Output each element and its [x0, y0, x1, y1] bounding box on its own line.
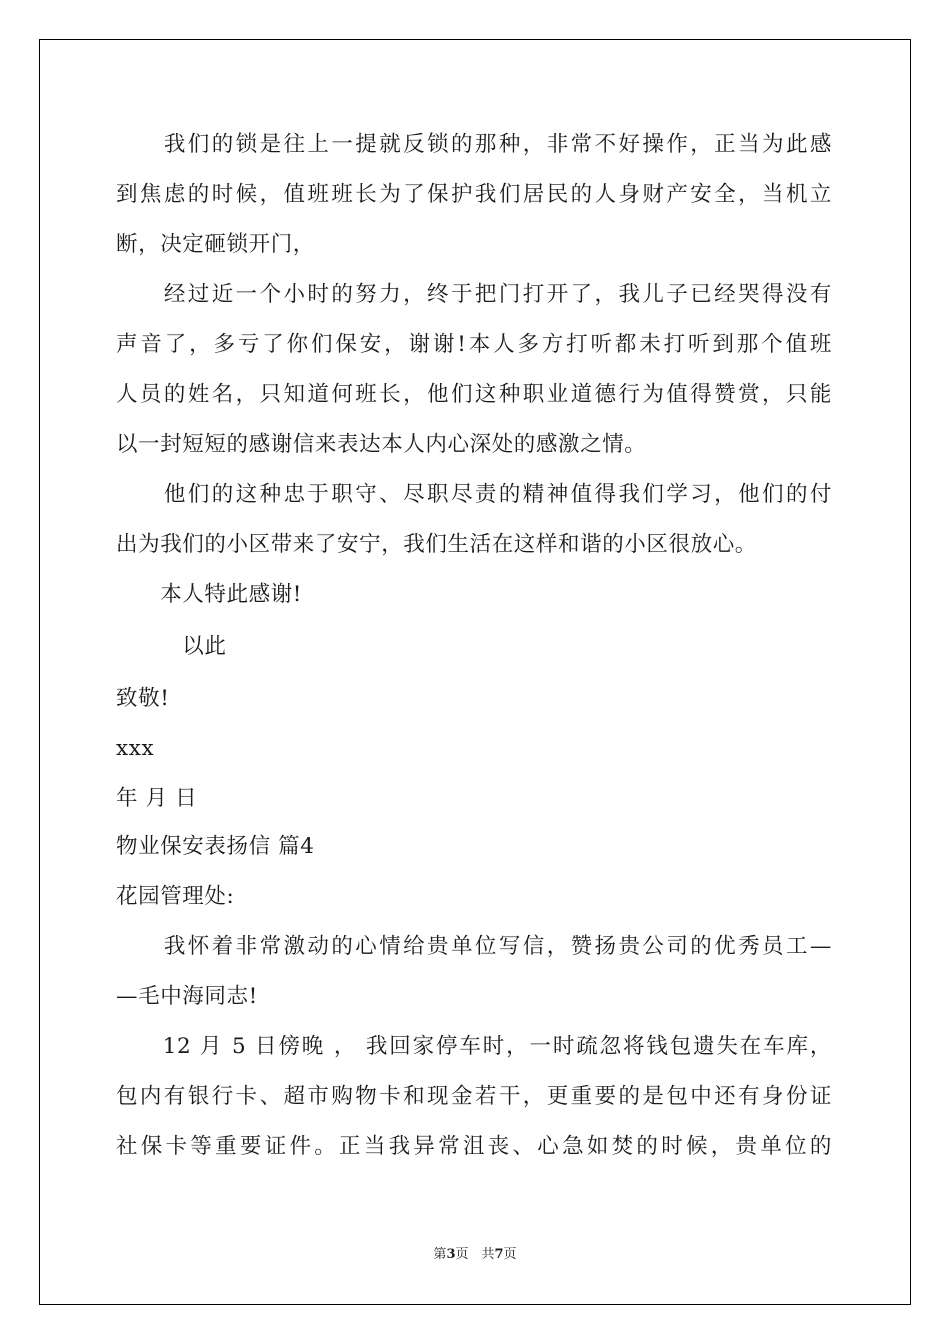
paragraph-line: 断，决定砸锁开门， — [116, 232, 315, 257]
paragraph-line: 包内有银行卡、超市购物卡和现金若干，更重要的是包中还有身份证 — [116, 1084, 832, 1109]
paragraph-line: 他们的这种忠于职守、尽职尽责的精神值得我们学习，他们的付 — [116, 482, 832, 507]
total-pages-number: 7 — [494, 1247, 504, 1262]
current-page-number: 3 — [446, 1247, 456, 1262]
signature-name: xxx — [116, 736, 155, 761]
paragraph-line: 出为我们的小区带来了安宁，我们生活在这样和谐的小区很放心。 — [116, 532, 757, 557]
paragraph-line: 我怀着非常激动的心情给贵单位写信，赞扬贵公司的优秀员工— — [116, 934, 832, 959]
letter-recipient: 花园管理处: — [116, 884, 235, 909]
page-label-suffix: 页 — [503, 1247, 517, 1262]
paragraph-line: 社保卡等重要证件。正当我异常沮丧、心急如焚的时候，贵单位的 — [116, 1134, 832, 1159]
paragraph-line: 以一封短短的感谢信来表达本人内心深处的感激之情。 — [116, 432, 647, 457]
paragraph-line: 经过近一个小时的努力，终于把门打开了，我儿子已经哭得没有 — [116, 282, 832, 307]
signature-date: 年 月 日 — [116, 786, 198, 811]
section-heading: 物业保安表扬信 篇4 — [116, 834, 315, 859]
salutation-line: 致敬! — [116, 686, 170, 711]
closing-line: 以此 — [116, 634, 227, 659]
paragraph-line: 人员的姓名，只知道何班长，他们这种职业道德行为值得赞赏，只能 — [116, 382, 832, 407]
page-label-mid: 页 共 — [455, 1247, 495, 1262]
page-footer — [0, 1246, 950, 1264]
paragraph-line: 本人特此感谢! — [116, 582, 303, 607]
paragraph-line: —毛中海同志! — [116, 984, 258, 1009]
paragraph-line: 12 月 5 日傍晚 ， 我回家停车时，一时疏忽将钱包遗失在车库， — [116, 1034, 832, 1059]
page-border — [39, 39, 911, 1305]
page-label-prefix: 第 — [433, 1247, 447, 1262]
paragraph-line: 我们的锁是往上一提就反锁的那种，非常不好操作，正当为此感 — [116, 132, 832, 157]
paragraph-line: 到焦虑的时候，值班班长为了保护我们居民的人身财产安全，当机立 — [116, 182, 832, 207]
paragraph-line: 声音了，多亏了你们保安，谢谢!本人多方打听都未打听到那个值班 — [116, 332, 832, 357]
